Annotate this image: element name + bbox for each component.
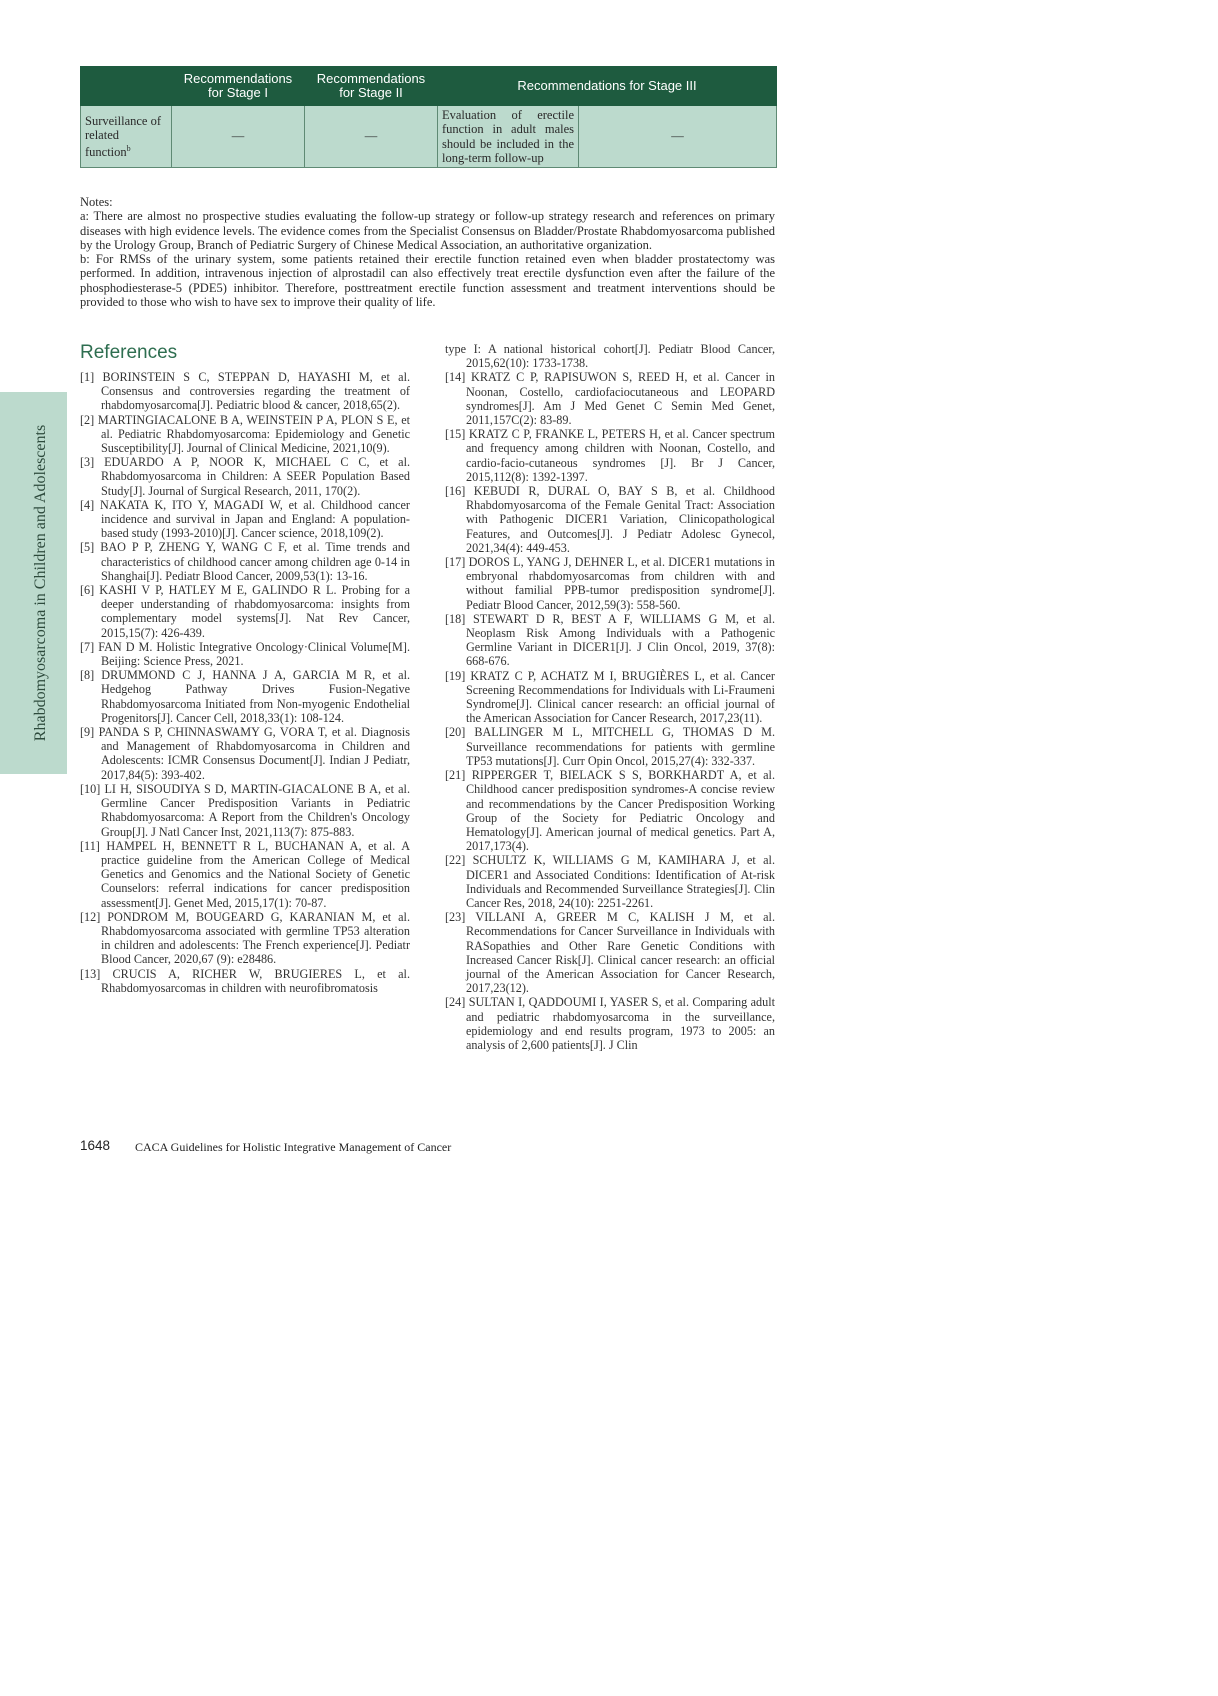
- reference-item: [3] EDUARDO A P, NOOR K, MICHAEL C C, et al. Rhabdomyosarcoma in Children: A SEER Population Based Study[J]. Journal of Surgical Research, 2011, 170(2).: [80, 455, 410, 498]
- reference-item: [4] NAKATA K, ITO Y, MAGADI W, et al. Childhood cancer incidence and survival in Japan and England: A population-based study (1993-2010)[J]. Cancer science, 2018,109(2).: [80, 497, 410, 541]
- table-header-stage-1: Recommendations for Stage I: [172, 67, 305, 106]
- table-header-blank: [81, 67, 172, 106]
- reference-item: [5] BAO P P, ZHENG Y, WANG C F, et al. Time trends and characteristics of childhood cancer among children age 0-14 in Shanghai[J]. Pediatr Blood Cancer, 2009,53(1): 13-16.: [80, 540, 410, 583]
- footer-title: CACA Guidelines for Holistic Integrative Management of Cancer: [135, 1140, 452, 1154]
- references-heading: References: [80, 342, 178, 363]
- reference-item: [18] STEWART D R, BEST A F, WILLIAMS G M, et al. Neoplasm Risk Among Individuals with a Pathogenic Germline Variant in DICER1[J]. J Clin Oncol, 2019, 37(8): 668-676.: [445, 611, 775, 669]
- reference-item: [19] KRATZ C P, ACHATZ M I, BRUGIÈRES L, et al. Cancer Screening Recommendations for Individuals with Li-Fraumeni Syndrome[J]. Clinical cancer research: an official journal of the American Association for Cancer Research, 2017,23(11).: [445, 668, 775, 726]
- table-row: [81, 106, 777, 168]
- reference-item: [11] HAMPEL H, BENNETT R L, BUCHANAN A, et al. A practice guideline from the American College of Medical Genetics and Genomics and the National Society of Genetic Counselors: referral indications for cancer predisposition assessment[J]. Genet Med, 2015,17(1): 70-87.: [80, 838, 410, 910]
- stage-3-extra-cell: —: [579, 106, 777, 168]
- reference-item: [23] VILLANI A, GREER M C, KALISH J M, et al. Recommendations for Cancer Surveillance in Individuals with RASopathies and Other Rare Genetic Conditions with Increased Cancer Risk[J]. Clinical cancer research: an official journal of the American Association for Cancer Research, 2017,23(12).: [445, 910, 775, 996]
- note-a: a: There are almost no prospective studies evaluating the follow-up strategy or follow-up strategy research and references on primary diseases with high evidence levels. The evidence comes from the Specialist Consensus on Bladder/Prostate Rhabdomyosarcoma published by the Urology Group, Branch of Pediatric Surgery of Chinese Medical Association, an authoritative organization.: [80, 209, 775, 252]
- side-section-label: Rhabdomyosarcoma in Children and Adolescents: [32, 424, 49, 742]
- reference-item: [2] MARTINGIACALONE B A, WEINSTEIN P A, PLON S E, et al. Pediatric Rhabdomyosarcoma: Epidemiology and Genetic Susceptibility[J]. Journal of Clinical Medicine, 2021,10(9).: [80, 412, 410, 456]
- reference-item: [21] RIPPERGER T, BIELACK S S, BORKHARDT A, et al. Childhood cancer predisposition syndromes-A concise review and recommendations by the Cancer Predisposition Working Group of the Society for Pediatric Oncology and Hematology[J]. American journal of medical genetics. Part A, 2017,173(4).: [445, 768, 775, 854]
- reference-item: [6] KASHI V P, HATLEY M E, GALINDO R L. Probing for a deeper understanding of rhabdomyosarcoma: insights from complementary model systems[J]. Nat Rev Cancer, 2015,15(7): 426-439.: [80, 583, 410, 640]
- references-left-column: [80, 370, 410, 995]
- table-header-stage-2: Recommendations for Stage II: [305, 67, 438, 106]
- reference-item: type I: A national historical cohort[J]. Pediatr Blood Cancer, 2015,62(10): 1733-1738.: [445, 342, 775, 371]
- notes-title: Notes:: [80, 195, 113, 209]
- reference-item: [17] DOROS L, YANG J, DEHNER L, et al. DICER1 mutations in embryonal rhabdomyosarcomas from children with and without familial PPB-tumor predisposition syndrome[J]. Pediatr Blood Cancer, 2012,59(3): 558-560.: [445, 555, 775, 612]
- row-label-cell: [81, 106, 172, 168]
- reference-item: [12] PONDROM M, BOUGEARD G, KARANIAN M, et al. Rhabdomyosarcoma associated with germline TP53 alteration in children and adolescents: The French experience[J]. Pediatr Blood Cancer, 2020,67 (9): e28486.: [80, 909, 410, 967]
- note-b: b: For RMSs of the urinary system, some patients retained their erectile function retained even when bladder prostatectomy was performed. In addition, intravenous injection of alprostadil can also effectively treat erectile dysfunction even after the failure of the phosphodiesterase-5 (PDE5) inhibitor. Therefore, posttreatment erectile function assessment and treatment interventions should be provided to those who wish to have sex to improve their quality of life.: [80, 252, 775, 310]
- reference-item: [10] LI H, SISOUDIYA S D, MARTIN-GIACALONE B A, et al. Germline Cancer Predisposition Variants in Pediatric Rhabdomyosarcoma: A Report from the Children's Oncology Group[J]. J Natl Cancer Inst, 2021,113(7): 875-883.: [80, 781, 410, 839]
- reference-item: [20] BALLINGER M L, MITCHELL G, THOMAS D M. Surveillance recommendations for patients with germline TP53 mutations[J]. Curr Opin Oncol, 2015,27(4): 332-337.: [445, 725, 775, 768]
- reference-item: [1] BORINSTEIN S C, STEPPAN D, HAYASHI M, et al. Consensus and controversies regarding the treatment of rhabdomyosarcoma[J]. Pediatric blood & cancer, 2018,65(2).: [80, 370, 410, 413]
- reference-item: [7] FAN D M. Holistic Integrative Oncology·Clinical Volume[M]. Beijing: Science Press, 2021.: [80, 639, 410, 669]
- stage-2-cell: —: [305, 106, 438, 168]
- references-right-column: [445, 342, 775, 1052]
- reference-item: [13] CRUCIS A, RICHER W, BRUGIERES L, et al. Rhabdomyosarcomas in children with neurofibromatosis: [80, 966, 410, 995]
- row-label-footnote: b: [126, 144, 131, 154]
- reference-item: [24] SULTAN I, QADDOUMI I, YASER S, et al. Comparing adult and pediatric rhabdomyosarcoma in the surveillance, epidemiology and end results program, 1973 to 2005: an analysis of 2,600 patients[J]. J Clin: [445, 995, 775, 1052]
- reference-item: [15] KRATZ C P, FRANKE L, PETERS H, et al. Cancer spectrum and frequency among children with Noonan, Costello, and cardio-facio-cutaneous syndromes [J]. Br J Cancer, 2015,112(8): 1392-1397.: [445, 427, 775, 484]
- reference-item: [14] KRATZ C P, RAPISUWON S, REED H, et al. Cancer in Noonan, Costello, cardiofaciocutaneous and LEOPARD syndromes[J]. Am J Med Genet C Semin Med Genet, 2011,157C(2): 83-89.: [445, 370, 775, 428]
- stage-3-cell: Evaluation of erectile function in adult males should be included in the long-term follow-up: [438, 106, 579, 168]
- reference-item: [8] DRUMMOND C J, HANNA J A, GARCIA M R, et al. Hedgehog Pathway Drives Fusion-Negative Rhabdomyosarcoma Initiated from Non-myogenic Endothelial Progenitors[J]. Cancer Cell, 2018,33(1): 108-124.: [80, 668, 410, 725]
- stage-1-cell: —: [172, 106, 305, 168]
- recommendations-table: [80, 66, 777, 168]
- reference-item: [9] PANDA S P, CHINNASWAMY G, VORA T, et al. Diagnosis and Management of Rhabdomyosarcoma in Children and Adolescents: ICMR Consensus Document[J]. Indian J Pediatr, 2017,84(5): 393-402.: [80, 725, 410, 782]
- table-header-row: [81, 67, 777, 106]
- table-notes: [80, 195, 775, 309]
- reference-item: [16] KEBUDI R, DURAL O, BAY S B, et al. Childhood Rhabdomyosarcoma of the Female Genital Tract: Association with Pathogenic DICER1 Variation, Clinicopathological Features, and Outcomes[J]. J Pediatr Adolesc Gynecol, 2021,34(4): 449-453.: [445, 484, 775, 555]
- page-number: 1648: [80, 1138, 111, 1153]
- table-header-stage-3: Recommendations for Stage III: [438, 67, 777, 106]
- reference-item: [22] SCHULTZ K, WILLIAMS G M, KAMIHARA J, et al. DICER1 and Associated Conditions: Identification of At-risk Individuals and Recommended Surveillance Strategies[J]. Clin Cancer Res, 2018, 24(10): 2251-2261.: [445, 853, 775, 910]
- row-label: Surveillance of related function: [85, 113, 162, 160]
